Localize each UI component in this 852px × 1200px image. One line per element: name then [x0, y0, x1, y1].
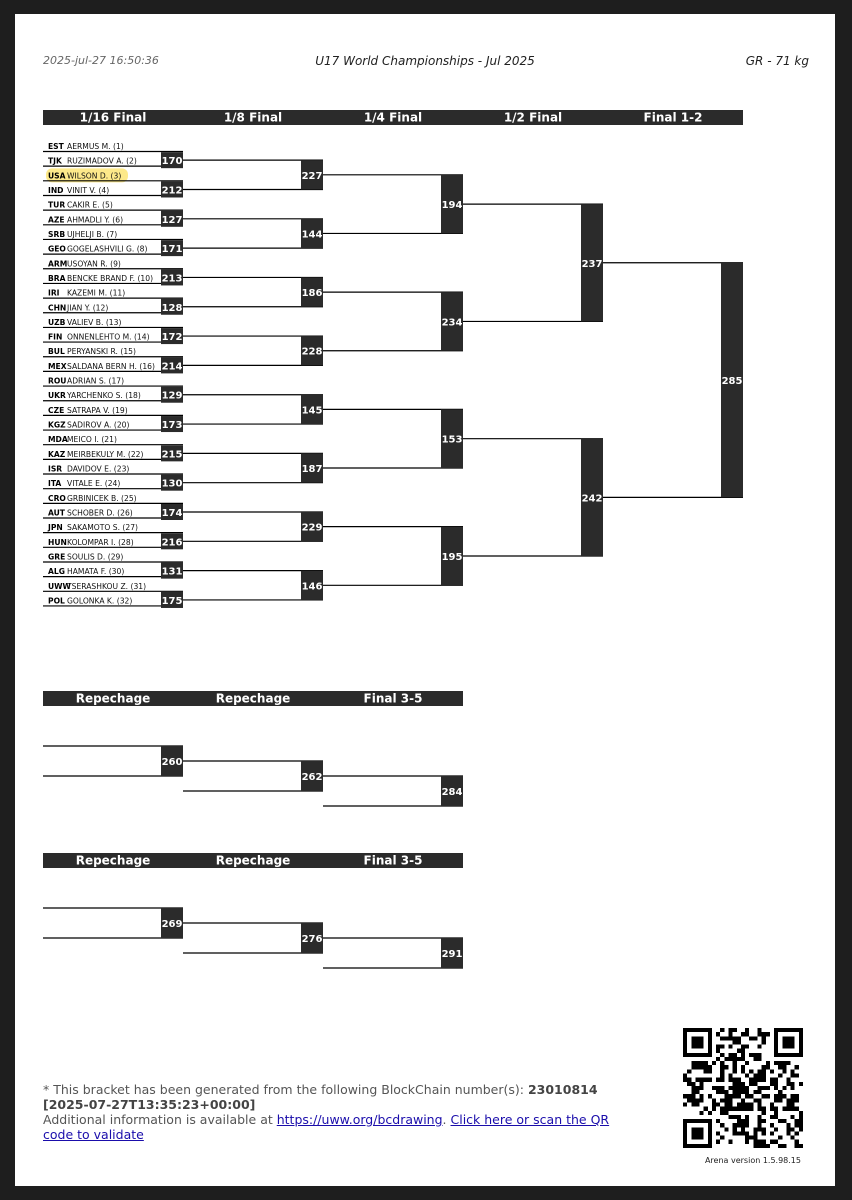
round-header-5: Final 1-2 — [643, 110, 703, 125]
event-title: U17 World Championships - Jul 2025 — [315, 54, 535, 68]
athlete-name: KOLOMPAR I. (28) — [67, 537, 134, 547]
bout-1-16-214: 214 — [161, 361, 183, 373]
bout-1-16-130: 130 — [161, 478, 183, 490]
athlete-name: UJHELJI B. (7) — [67, 229, 118, 239]
blockchain-note: * This bracket has been generated from the following BlockChain number(s): — [43, 1082, 528, 1097]
athlete-name: PERYANSKI R. (15) — [67, 347, 136, 357]
athlete-name: GRBINICEK B. (25) — [67, 493, 137, 503]
bcdrawing-link[interactable]: https://uww.org/bcdrawing — [276, 1112, 443, 1127]
athlete-name: ADRIAN S. (17) — [67, 376, 125, 386]
athlete-country: ALG — [48, 567, 65, 577]
repechage-2-header-2: Repechage — [215, 853, 291, 868]
repechage-2-header-3: Final 3-5 — [363, 853, 423, 868]
athlete-name: VITALE E. (24) — [67, 479, 121, 489]
athlete-name: GOLONKA K. (32) — [67, 596, 133, 606]
athlete-country: KAZ — [48, 449, 66, 459]
athlete-country: MEX — [48, 361, 67, 371]
bracket-page — [15, 14, 835, 1186]
bout-1-4-153: 153 — [441, 434, 463, 446]
qr-code-icon[interactable] — [683, 1028, 803, 1148]
athlete-country: FIN — [48, 332, 63, 342]
athlete-name: VALIEV B. (13) — [67, 317, 122, 327]
athlete-country: HUN — [48, 537, 67, 547]
athlete-name: SADIROV A. (20) — [67, 420, 130, 430]
athlete-country: EST — [48, 142, 64, 151]
athlete-name: AERMUS M. (1) — [67, 142, 124, 151]
athlete-country: TUR — [48, 200, 66, 210]
athlete-country: AUT — [48, 508, 65, 518]
athlete-name: USOYAN R. (9) — [67, 259, 121, 269]
athlete-country: ITA — [48, 479, 62, 489]
athlete-country: BUL — [48, 347, 65, 357]
repechage-1-header-3: Final 3-5 — [363, 691, 423, 706]
athlete-country: ARM — [48, 259, 68, 269]
generated-datetime: 2025-jul-27 16:50:36 — [43, 54, 159, 67]
athlete-country: IRI — [48, 288, 60, 298]
bout-1-2-237: 237 — [581, 258, 603, 270]
athlete-country: TJK — [48, 156, 62, 166]
repechage-1-header-1: Repechage — [75, 691, 151, 706]
repechage-2-bout-291: 291 — [441, 949, 463, 960]
athlete-name: SAKAMOTO S. (27) — [67, 523, 138, 533]
round-header-4: 1/2 Final — [503, 110, 563, 125]
round-header-1: 1/16 Final — [79, 110, 147, 125]
athlete-name: KAZEMI M. (11) — [67, 288, 126, 298]
athlete-country: ROU — [48, 376, 67, 386]
bout-1-4-234: 234 — [441, 317, 463, 329]
arena-version: Arena version 1.5.98.15 — [704, 1156, 801, 1165]
athlete-country: KGZ — [48, 420, 66, 430]
bracket-diagram — [15, 14, 835, 1024]
athlete-name: HAMATA F. (30) — [67, 567, 125, 577]
athlete-country: USA — [48, 171, 66, 181]
bout-1-8-229: 229 — [301, 522, 323, 534]
repechage-2-bout-276: 276 — [301, 934, 323, 945]
athlete-country: MDA — [48, 435, 68, 445]
blockchain-number: 23010814 [2025-07-27T13:35:23+00:00] — [43, 1082, 598, 1112]
bout-1-2-242: 242 — [581, 493, 603, 505]
bout-1-16-171: 171 — [161, 244, 183, 256]
bout-1-16-127: 127 — [161, 214, 183, 226]
athlete-country: POL — [48, 596, 65, 606]
bout-1-16-212: 212 — [161, 185, 183, 197]
round-header-2: 1/8 Final — [223, 110, 283, 125]
bout-1-16-129: 129 — [161, 390, 183, 402]
bout-1-8-144: 144 — [301, 229, 323, 241]
repechage-2-header-1: Repechage — [75, 853, 151, 868]
bout-1-8-146: 146 — [301, 581, 323, 593]
athlete-country: GEO — [48, 244, 66, 254]
athlete-country: CRO — [48, 493, 66, 503]
info-text: Additional information is available at — [43, 1112, 277, 1127]
bout-1-8-186: 186 — [301, 288, 323, 300]
athlete-name: SATRAPA V. (19) — [67, 405, 128, 415]
bout-1-16-172: 172 — [161, 332, 183, 344]
athlete-country: GRE — [48, 552, 66, 562]
athlete-name: MEIRBEKULY M. (22) — [67, 449, 144, 459]
athlete-name: BENCKE BRAND F. (10) — [67, 273, 154, 283]
bout-final-285: 285 — [721, 376, 743, 388]
bout-1-16-131: 131 — [161, 566, 183, 578]
repechage-1-header-2: Repechage — [215, 691, 291, 706]
athlete-country: UWW — [48, 581, 71, 591]
weight-category: GR - 71 kg — [745, 54, 809, 68]
bout-1-16-213: 213 — [161, 273, 183, 285]
athlete-name: MEICO I. (21) — [67, 435, 117, 445]
athlete-name: JIAN Y. (12) — [67, 303, 109, 313]
athlete-name: DAVIDOV E. (23) — [67, 464, 130, 474]
repechage-1-bout-260: 260 — [161, 757, 183, 768]
bout-1-8-228: 228 — [301, 346, 323, 358]
athlete-country: SRB — [48, 229, 66, 239]
athlete-country: CZE — [48, 405, 65, 415]
athlete-name: SALDANA BERN H. (16) — [67, 361, 155, 371]
athlete-name: WILSON D. (3) — [67, 171, 122, 181]
athlete-country: CHN — [48, 303, 67, 313]
bout-1-8-145: 145 — [301, 405, 323, 417]
athlete-name: GOGELASHVILI G. (8) — [67, 244, 148, 254]
athlete-country: ISR — [48, 464, 63, 474]
footer-note: * This bracket has been generated from the following BlockChain number(s): 23010814 [2025-07-27T13:35:23+00:00] Additional information is available at https://uww.org/bcdrawing. Click here or scan the QR code to validate — [43, 1082, 610, 1142]
bout-1-16-215: 215 — [161, 449, 183, 461]
bout-1-16-174: 174 — [161, 508, 183, 519]
bout-1-16-216: 216 — [161, 537, 183, 549]
athlete-name: TSERASHKOU Z. (31) — [67, 581, 147, 591]
bout-1-16-173: 173 — [161, 420, 183, 432]
athlete-name: VINIT V. (4) — [67, 185, 110, 195]
bout-1-4-195: 195 — [441, 551, 463, 563]
athlete-country: UZB — [48, 317, 66, 327]
athlete-country: UKR — [48, 391, 66, 401]
repechage-1-bout-262: 262 — [301, 772, 323, 783]
bout-1-8-227: 227 — [301, 170, 323, 182]
repechage-1-bout-284: 284 — [441, 787, 463, 798]
athlete-country: IND — [48, 185, 64, 195]
athlete-country: JPN — [48, 523, 63, 533]
bout-1-16-128: 128 — [161, 302, 183, 314]
athlete-name: ONNENLEHTO M. (14) — [67, 332, 150, 342]
bout-1-16-170: 170 — [161, 156, 183, 168]
athlete-name: AHMADLI Y. (6) — [67, 215, 124, 225]
athlete-name: SOULIS D. (29) — [67, 552, 124, 562]
athlete-country: AZE — [48, 215, 65, 225]
athlete-name: RUZIMADOV A. (2) — [67, 156, 137, 166]
athlete-name: SCHOBER D. (26) — [67, 508, 133, 518]
bout-1-16-175: 175 — [161, 595, 183, 607]
athlete-name: CAKIR E. (5) — [67, 200, 113, 210]
repechage-2-bout-269: 269 — [161, 919, 183, 930]
validate-link[interactable]: Click here or scan the QR code to validate — [43, 1112, 610, 1142]
athlete-country: BRA — [48, 273, 66, 283]
bout-1-8-187: 187 — [301, 464, 323, 476]
round-header-3: 1/4 Final — [363, 110, 423, 125]
bout-1-4-194: 194 — [441, 200, 463, 212]
athlete-name: YARCHENKO S. (18) — [67, 391, 141, 401]
